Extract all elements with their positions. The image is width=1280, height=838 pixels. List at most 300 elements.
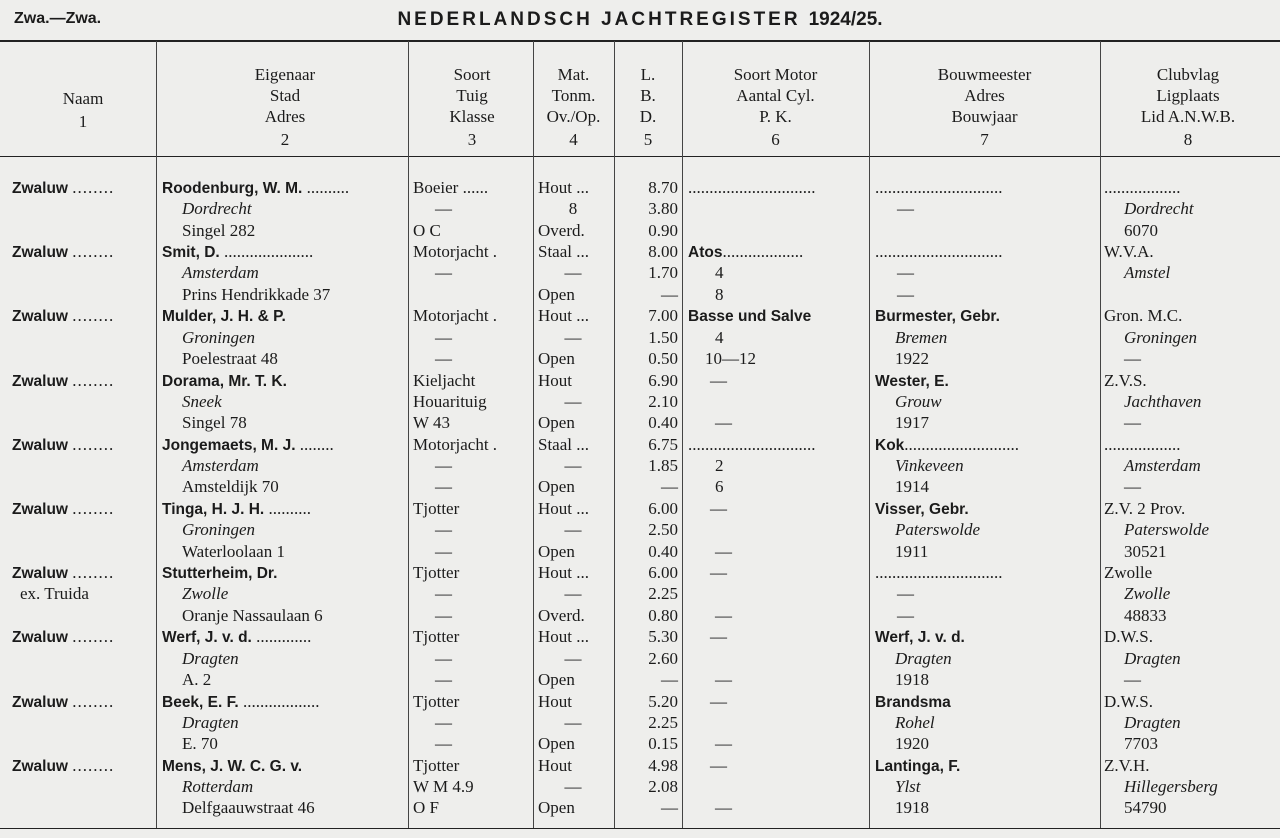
entry-owner-text: Beek, E. F.: [162, 693, 239, 711]
entry-name: [12, 370, 154, 392]
entry-owner: [162, 370, 408, 392]
entry-mooring: Zwolle: [1124, 584, 1171, 604]
entry-type: Tjotter: [413, 627, 460, 647]
entry-builder-text: Wester, E.: [875, 372, 949, 390]
leader-dots: ........: [72, 434, 115, 454]
entry-deck: Overd.: [538, 220, 585, 240]
entry-builder: [875, 370, 1099, 392]
entry-horsepower: —: [715, 541, 732, 561]
entry-tonnage: —: [564, 712, 582, 732]
entry-rig: —: [435, 584, 452, 604]
entry-length: 7.00: [648, 306, 678, 326]
entry-name-text: Zwaluw: [12, 308, 68, 326]
column-number: 8: [1183, 130, 1193, 149]
entry-tonnage: —: [564, 777, 582, 797]
entry-tonnage: —: [564, 584, 582, 604]
entry-motor: [688, 562, 890, 583]
entry-beam: 2.50: [648, 520, 678, 540]
entry-builder-text: ..............................: [875, 178, 1003, 197]
column-header-line: Adres: [964, 86, 1005, 105]
entry-beam: 2.10: [648, 391, 678, 411]
entry-length: 8.70: [648, 178, 678, 197]
entry-owner-text: Smit, D.: [162, 244, 220, 262]
entry-motor-text: —: [710, 755, 727, 775]
entry-deck: Open: [538, 348, 575, 368]
entry-material: Hout: [538, 755, 572, 775]
entry-owner: [162, 498, 408, 520]
entry-rig: —: [435, 456, 452, 476]
entry-builder-text: Visser, Gebr.: [875, 501, 969, 518]
entry-motor: [688, 177, 868, 198]
entry-motor: [688, 434, 868, 455]
entry-city: Amsterdam: [182, 456, 259, 476]
entry-builder-city: —: [897, 584, 914, 604]
entry-mooring: Dragten: [1124, 648, 1181, 668]
entry-club-flag: Gron. M.C.: [1104, 306, 1183, 326]
entry-anwb-member: 30521: [1124, 541, 1167, 561]
entry-mooring: Paterswolde: [1124, 520, 1209, 540]
entry-club-flag: Zwolle: [1104, 563, 1153, 583]
register-entry: [0, 305, 1280, 369]
entry-length: 5.20: [648, 691, 678, 711]
entry-tonnage: —: [564, 456, 582, 476]
entry-builder-city: Dragten: [895, 648, 952, 668]
entry-owner-text: Werf, J. v. d.: [162, 629, 252, 647]
entry-mooring: Dordrecht: [1124, 199, 1194, 219]
entry-club-flag: W.V.A.: [1104, 242, 1154, 262]
entry-owner-text: Jongemaets, M. J.: [162, 436, 296, 454]
entry-horsepower: —: [715, 798, 732, 818]
entry-owner: [162, 691, 408, 713]
entry-mooring: Amsterdam: [1124, 456, 1201, 476]
entry-motor-text: ..............................: [688, 434, 816, 454]
entry-deck: Open: [538, 284, 575, 304]
entry-builder: [875, 498, 1099, 520]
entry-type: Tjotter: [413, 499, 460, 518]
entry-motor: [688, 691, 890, 712]
entry-owner: [162, 562, 408, 584]
entry-rig: W M 4.9: [413, 777, 474, 797]
entry-builder-text: Werf, J. v. d.: [875, 629, 965, 647]
entry-deck: Open: [538, 734, 575, 754]
entry-motor: [688, 498, 890, 519]
entry-motor: [688, 305, 868, 327]
register-entry: [0, 370, 1280, 434]
entry-class: —: [435, 541, 452, 561]
entry-type: Motorjacht .: [413, 306, 498, 326]
entry-tonnage: —: [564, 391, 582, 411]
column-header-line: Ov./Op.: [546, 107, 601, 126]
entry-name: [12, 434, 154, 456]
entry-motor-text: —: [710, 627, 727, 647]
register-entry: [0, 626, 1280, 690]
entry-city: Amsterdam: [182, 263, 259, 283]
entry-beam: 1.85: [648, 456, 678, 476]
entry-owner-text: Roodenburg, W. M.: [162, 180, 303, 197]
entry-builder: [875, 241, 1099, 262]
entry-deck: Open: [538, 413, 575, 433]
entry-draught: —: [661, 284, 678, 304]
entry-rig: Houarituig: [413, 391, 487, 411]
entry-address: Amsteldijk 70: [182, 477, 279, 497]
entry-build-year: 1918: [895, 669, 929, 689]
entry-draught: 0.50: [648, 348, 678, 368]
entry-length: 6.00: [648, 499, 678, 518]
entry-club-flag: D.W.S.: [1104, 627, 1153, 647]
entry-tonnage: —: [564, 520, 582, 540]
column-header: [12, 88, 154, 132]
entry-length: 6.75: [648, 434, 678, 454]
leader-dots: ........: [72, 178, 115, 197]
column-header: [162, 64, 408, 150]
entry-motor-text: Atos: [688, 244, 723, 262]
entry-former-name: ex. Truida: [20, 584, 89, 604]
entry-address: Delfgaauwstraat 46: [182, 798, 315, 818]
leader-dots: .............: [256, 627, 312, 647]
entry-mooring: Hillegersberg: [1124, 777, 1218, 797]
entry-mooring: Jachthaven: [1124, 391, 1202, 411]
entry-class: —: [435, 477, 452, 497]
entry-city: Rotterdam: [182, 777, 254, 797]
column-header: [1100, 64, 1276, 150]
entry-build-year: 1920: [895, 734, 929, 754]
entry-beam: 2.25: [648, 584, 678, 604]
column-header-line: Lid A.N.W.B.: [1140, 107, 1236, 126]
entry-name-text: Zwaluw: [12, 372, 68, 390]
top-rule: [0, 40, 1280, 42]
entry-owner: [162, 755, 408, 777]
entry-anwb-member: —: [1124, 477, 1141, 497]
entry-anwb-member: 48833: [1124, 605, 1167, 625]
entry-material: Hout: [538, 691, 572, 711]
entry-owner: [162, 305, 408, 327]
entry-build-year: 1922: [895, 348, 929, 368]
entry-horsepower: —: [715, 605, 732, 625]
entry-beam: 1.50: [648, 327, 678, 347]
register-entry: [0, 691, 1280, 755]
entry-name-text: Zwaluw: [12, 565, 68, 583]
column-number: 5: [643, 130, 653, 149]
entry-cylinders: 4: [715, 263, 724, 283]
column-header-line: Bouwjaar: [951, 107, 1018, 126]
page-year: 1924/25.: [808, 9, 883, 30]
column-number: 3: [467, 130, 477, 149]
entry-club-flag: Z.V. 2 Prov.: [1104, 499, 1186, 518]
entry-builder: [875, 562, 1099, 583]
entry-length: 8.00: [648, 242, 678, 262]
leader-dots: .....................: [223, 242, 314, 262]
entry-owner-text: Mens, J. W. C. G. v.: [162, 757, 303, 775]
entry-rig: —: [435, 712, 452, 732]
leader-dots: ...................: [722, 242, 804, 262]
entry-tonnage: —: [564, 327, 582, 347]
entry-name-text: Zwaluw: [12, 757, 68, 775]
leader-dots: ........: [72, 691, 115, 711]
entry-club-flag: ..................: [1104, 434, 1181, 454]
entry-material: Hout ...: [538, 499, 589, 518]
entry-builder-city: —: [897, 199, 914, 219]
entry-material: Staal ...: [538, 434, 589, 454]
entry-builder: [875, 755, 1099, 777]
entry-city: Dragten: [182, 712, 239, 732]
entry-motor-text: ..............................: [688, 178, 816, 197]
entry-builder-text: Lantinga, F.: [875, 757, 961, 775]
column-header: [614, 64, 682, 150]
entry-horsepower: —: [715, 413, 732, 433]
entry-horsepower: 10—12: [705, 348, 756, 368]
leader-dots: ..........: [268, 499, 311, 518]
entry-mooring: Dragten: [1124, 712, 1181, 732]
entry-deck: Open: [538, 669, 575, 689]
entry-address: Singel 78: [182, 413, 247, 433]
column-header-line: Ligplaats: [1156, 86, 1220, 105]
entry-motor-text: Basse und Salve: [688, 308, 812, 326]
entry-name-text: Zwaluw: [12, 436, 68, 454]
column-header-line: Soort: [453, 65, 491, 84]
entry-anwb-member: —: [1124, 669, 1141, 689]
entry-motor: [688, 755, 890, 776]
bottom-rule: [0, 828, 1280, 829]
entry-address: A. 2: [182, 669, 212, 689]
column-header-line: Tuig: [456, 86, 488, 105]
entry-deck: Open: [538, 477, 575, 497]
entry-rig: —: [435, 520, 452, 540]
entry-builder: [875, 626, 1099, 648]
column-header-line: Eigenaar: [254, 65, 316, 84]
entry-material: Hout ...: [538, 563, 589, 583]
entry-class: O F: [413, 798, 439, 818]
entry-owner-text: Mulder, J. H. & P.: [162, 308, 286, 326]
entry-owner-text: Stutterheim, Dr.: [162, 565, 278, 583]
entry-builder-city: Vinkeveen: [895, 456, 964, 476]
entry-type: Motorjacht .: [413, 434, 498, 454]
entry-class: —: [435, 605, 452, 625]
running-head-range: Zwa.—Zwa.: [14, 10, 102, 27]
entry-club-flag: D.W.S.: [1104, 691, 1153, 711]
leader-dots: ..................: [242, 691, 320, 711]
entry-draught: 0.40: [648, 413, 678, 433]
entry-class: —: [435, 348, 452, 368]
column-header-line: Soort Motor: [733, 65, 818, 84]
entry-builder-city: Rohel: [895, 712, 935, 732]
entry-horsepower: —: [715, 669, 732, 689]
leader-dots: ........: [72, 242, 115, 262]
column-header-line: Clubvlag: [1156, 65, 1220, 84]
entry-deck: Overd.: [538, 605, 585, 625]
entry-material: Hout ...: [538, 306, 589, 326]
running-head: [0, 4, 1280, 34]
register-entry: [0, 498, 1280, 562]
entry-name: [12, 755, 154, 777]
entry-name-text: Zwaluw: [12, 180, 68, 197]
entry-build-year: —: [897, 605, 914, 625]
entry-owner: [162, 241, 408, 263]
entry-build-year: 1911: [895, 541, 929, 561]
entry-rig: —: [435, 199, 452, 219]
entry-tonnage: 8: [568, 199, 578, 219]
entry-anwb-member: 54790: [1124, 798, 1167, 818]
entry-builder: [875, 305, 1099, 327]
entry-class: —: [435, 669, 452, 689]
entry-club-flag: Z.V.H.: [1104, 755, 1150, 775]
leader-dots: ........: [72, 563, 115, 583]
column-header-line: Bouwmeester: [937, 65, 1032, 84]
entry-beam: 2.08: [648, 777, 678, 797]
entry-class: W 43: [413, 413, 450, 433]
entry-address: Oranje Nassaulaan 6: [182, 605, 323, 625]
register-entry: [0, 241, 1280, 305]
leader-dots: ........: [72, 627, 115, 647]
entry-horsepower: —: [715, 734, 732, 754]
entry-rig: —: [435, 327, 452, 347]
entry-name-text: Zwaluw: [12, 629, 68, 647]
entry-draught: 0.15: [648, 734, 678, 754]
entry-address: Prins Hendrikkade 37: [182, 284, 331, 304]
column-header: [869, 64, 1100, 150]
entry-anwb-member: —: [1124, 348, 1141, 368]
entry-draught: 0.90: [648, 220, 678, 240]
entry-tonnage: —: [564, 263, 582, 283]
entry-length: 6.00: [648, 563, 678, 583]
entry-builder: [875, 434, 1099, 456]
entry-builder-city: Paterswolde: [895, 520, 980, 540]
entry-type: Tjotter: [413, 691, 460, 711]
entry-beam: 2.60: [648, 648, 678, 668]
entry-mooring: Groningen: [1124, 327, 1198, 347]
entry-motor-text: —: [710, 691, 727, 711]
column-number: 6: [771, 130, 780, 149]
entry-owner-text: Dorama, Mr. T. K.: [162, 372, 287, 390]
entry-builder-city: Bremen: [895, 327, 948, 347]
entry-owner: [162, 177, 408, 199]
entry-draught: 0.80: [648, 605, 678, 625]
entry-build-year: —: [897, 284, 914, 304]
column-header: [533, 64, 614, 150]
entry-material: Hout: [538, 370, 572, 390]
entry-type: Motorjacht .: [413, 242, 498, 262]
entry-name-text: Zwaluw: [12, 244, 68, 262]
register-entry: [0, 755, 1280, 819]
leader-dots: ..........: [306, 178, 350, 197]
entry-length: 6.90: [648, 370, 678, 390]
entry-motor: [688, 241, 868, 263]
entry-material: Hout ...: [538, 178, 589, 197]
column-header-line: L.: [640, 65, 656, 84]
leader-dots: ........: [72, 306, 115, 326]
entry-rig: —: [435, 263, 452, 283]
page-title: [0, 9, 1280, 31]
column-header-line: B.: [640, 86, 656, 105]
column-header: [682, 64, 869, 150]
entry-build-year: 1918: [895, 798, 929, 818]
entry-address: Singel 282: [182, 220, 256, 240]
entry-owner: [162, 626, 408, 648]
entry-name: [12, 498, 154, 520]
entry-builder-text: ..............................: [875, 242, 1003, 262]
entry-owner-text: Tinga, H. J. H.: [162, 501, 265, 518]
entry-name: [12, 305, 154, 327]
entry-builder-city: —: [897, 263, 914, 283]
column-number: 4: [569, 130, 578, 149]
column-header-line: Aantal Cyl.: [736, 86, 815, 105]
entry-anwb-member: —: [1124, 413, 1141, 433]
entry-beam: 1.70: [648, 263, 678, 283]
entry-deck: Open: [538, 541, 575, 561]
entry-material: Hout ...: [538, 627, 589, 647]
entry-motor: [688, 626, 890, 647]
entry-motor-text: —: [710, 563, 727, 583]
entry-builder-city: Grouw: [895, 391, 942, 411]
column-number: 7: [980, 130, 989, 149]
entry-anwb-member: 6070: [1124, 220, 1158, 240]
header-rule: [0, 156, 1280, 157]
entry-city: Groningen: [182, 520, 256, 540]
entry-anwb-member: 7703: [1124, 734, 1158, 754]
entry-builder-text: Burmester, Gebr.: [875, 308, 1000, 326]
entry-horsepower: 8: [715, 284, 724, 304]
leader-dots: ........: [72, 370, 115, 390]
entry-city: Groningen: [182, 327, 256, 347]
entry-motor-text: —: [710, 499, 727, 518]
entry-draught: —: [661, 669, 678, 689]
entry-builder-text: Kok: [875, 436, 905, 454]
entry-owner: [162, 434, 408, 456]
entry-address: E. 70: [182, 734, 218, 754]
entry-class: O C: [413, 220, 441, 240]
entry-type: Tjotter: [413, 755, 460, 775]
column-header-line: Naam: [62, 89, 104, 108]
entry-city: Dragten: [182, 648, 239, 668]
entry-horsepower: 6: [715, 477, 724, 497]
entry-motor: [688, 370, 890, 391]
entry-name-text: Zwaluw: [12, 501, 68, 518]
entry-motor-text: —: [710, 370, 727, 390]
column-header-line: Adres: [264, 107, 306, 126]
entry-draught: —: [661, 798, 678, 818]
entry-club-flag: ..................: [1104, 178, 1181, 197]
register-entry: [0, 434, 1280, 498]
page-title-text: NEDERLANDSCH JACHTREGISTER: [397, 9, 801, 30]
leader-dots: ........: [72, 755, 115, 775]
leader-dots: ........: [299, 434, 334, 454]
entry-name: [12, 626, 154, 648]
column-header-line: Stad: [269, 86, 301, 105]
leader-dots: ...........................: [904, 434, 1020, 454]
entry-type: Kieljacht: [413, 370, 476, 390]
entry-cylinders: 2: [715, 456, 724, 476]
entry-address: Poelestraat 48: [182, 348, 278, 368]
register-entry: [0, 562, 1280, 626]
column-header-line: Mat.: [557, 65, 590, 84]
register-entry: [0, 177, 1280, 241]
entry-type: Tjotter: [413, 563, 460, 583]
entry-builder-text: Brandsma: [875, 693, 951, 711]
entry-address: Waterloolaan 1: [182, 541, 285, 561]
entry-cylinders: 4: [715, 327, 724, 347]
entry-tonnage: —: [564, 648, 582, 668]
entry-builder: [875, 691, 1099, 713]
column-header-line: D.: [639, 107, 657, 126]
entry-deck: Open: [538, 798, 575, 818]
entry-name: [12, 177, 154, 199]
entry-draught: —: [661, 477, 678, 497]
entry-city: Dordrecht: [182, 199, 252, 219]
entry-beam: 3.80: [648, 199, 678, 219]
column-header: [413, 64, 531, 150]
entry-name-text: Zwaluw: [12, 693, 68, 711]
entry-build-year: 1917: [895, 413, 929, 433]
entry-draught: 0.40: [648, 541, 678, 561]
